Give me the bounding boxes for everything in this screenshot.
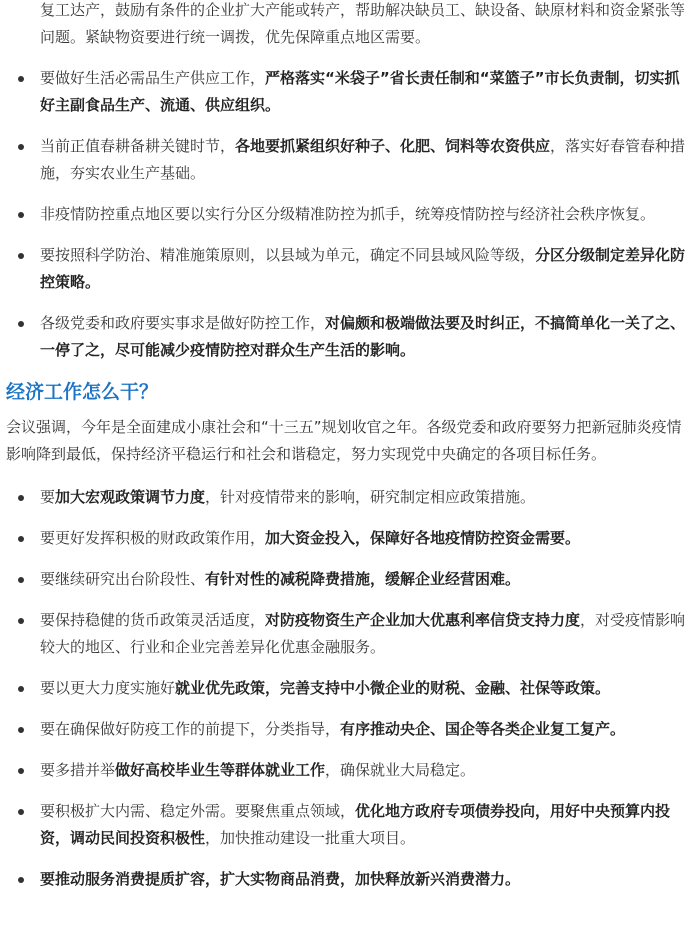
bullet-icon	[18, 536, 24, 542]
emphasis-text: 有序推动央企、国企等各类企业复工复产。	[340, 720, 626, 738]
body-text: ，确保就业大局稳定。	[325, 761, 476, 779]
bullet-continuation-text	[2, 0, 687, 51]
bullet-icon	[18, 321, 24, 327]
body-text: 要	[40, 488, 56, 506]
body-text: 要在确保做好防疫工作的前提下，分类指导，	[40, 720, 341, 738]
bullet-icon	[18, 144, 24, 150]
bullet-icon	[18, 877, 24, 883]
bullet-icon	[18, 253, 24, 259]
body-text: 当前正值春耕备耕关键时节，	[40, 137, 236, 155]
body-text: ，对受疫情影响较大的地区、行业和企业完善差异化优惠金融服务。	[40, 611, 686, 656]
body-text: 要更好发挥积极的财政政策作用，	[40, 529, 266, 547]
emphasis-text: 加大宏观政策调节力度	[55, 488, 206, 506]
list-item	[2, 310, 687, 364]
list-item	[2, 133, 687, 187]
list-item	[2, 798, 687, 852]
list-item	[2, 675, 687, 702]
emphasis-text: 各地要抓紧组织好种子、化肥、饲料等农资供应	[235, 137, 551, 155]
emphasis-text: 对防疫物资生产企业加大优惠利率信贷支持力度	[265, 611, 581, 629]
list-item	[2, 566, 687, 593]
emphasis-text: 做好高校毕业生等群体就业工作	[115, 761, 326, 779]
bullet-icon	[18, 495, 24, 501]
emphasis-text: 有针对性的减税降费措施，缓解企业经营困难。	[205, 570, 521, 588]
section-heading: 经济工作怎么干？	[6, 381, 159, 403]
emphasis-text: 优化地方政府专项债券投向，用好中央预算内投资，调动民间投资积极性	[40, 802, 671, 847]
bullet-icon	[18, 686, 24, 692]
bullet-icon	[18, 809, 24, 815]
list-item	[2, 525, 687, 552]
body-text: ，落实好春管春种措施，夯实农业生产基础。	[40, 137, 686, 182]
emphasis-text: 对偏颇和极端做法要及时纠正，不搞简单化一关了之、一停了之，尽可能减少疫情防控对群众生产生活的影响。	[40, 314, 686, 359]
body-text: 复工达产，鼓励有条件的企业扩大产能或转产，帮助解决缺员工、缺设备、缺原材料和资金紧张等问题。紧缺物资要进行统一调拨，优先保障重点地区需要。	[40, 1, 686, 46]
body-text: 各级党委和政府要实事求是做好防控工作，	[40, 314, 326, 332]
list-item	[2, 607, 687, 661]
list-item	[2, 242, 687, 296]
body-text: 要以更大力度实施好	[40, 679, 176, 697]
emphasis-text: 要推动服务消费提质扩容，扩大实物商品消费，加快释放新兴消费潜力。	[40, 870, 521, 888]
bullet-icon	[18, 727, 24, 733]
body-text: 要积极扩大内需、稳定外需。要聚焦重点领域，	[40, 802, 356, 820]
body-text: ，针对疫情带来的影响，研究制定相应政策措施。	[205, 488, 536, 506]
emphasis-text: 严格落实“米袋子”省长责任制和“菜篮子”市长负责制，切实抓好主副食品生产、流通、供应组织。	[40, 69, 680, 114]
bullet-icon	[18, 768, 24, 774]
epidemic-measures-list	[2, 65, 687, 364]
body-text: 要多措并举	[40, 761, 116, 779]
body-text: 要保持稳健的货币政策灵活适度，	[40, 611, 266, 629]
body-text: ，加快推动建设一批重大项目。	[205, 829, 416, 847]
list-item	[2, 866, 687, 893]
bullet-icon	[18, 76, 24, 82]
emphasis-text: 就业优先政策，完善支持中小微企业的财税、金融、社保等政策。	[175, 679, 611, 697]
body-text: 要继续研究出台阶段性、	[40, 570, 206, 588]
list-item	[2, 716, 687, 743]
economic-measures-list	[2, 484, 687, 893]
body-text: 非疫情防控重点地区要以实行分区分级精准防控为抓手，统筹疫情防控与经济社会秩序恢复。	[40, 205, 656, 223]
intro-paragraph: 会议强调，今年是全面建成小康社会和“十三五”规划收官之年。各级党委和政府要努力把新冠肺炎疫情影响降到最低，保持经济平稳运行和社会和谐稳定，努力实现党中央确定的各项目标任务。	[6, 418, 682, 463]
list-item	[2, 757, 687, 784]
bullet-icon	[18, 577, 24, 583]
emphasis-text: 加大资金投入，保障好各地疫情防控资金需要。	[265, 529, 581, 547]
body-text: 要按照科学防治、精准施策原则，以县域为单元，确定不同县域风险等级，	[40, 246, 536, 264]
emphasis-text: 分区分级制定差异化防控策略。	[40, 246, 686, 291]
list-item	[2, 484, 687, 511]
body-text: 要做好生活必需品生产供应工作，	[40, 69, 266, 87]
bullet-icon	[18, 212, 24, 218]
bullet-icon	[18, 618, 24, 624]
list-item	[2, 65, 687, 119]
list-item	[2, 201, 687, 228]
